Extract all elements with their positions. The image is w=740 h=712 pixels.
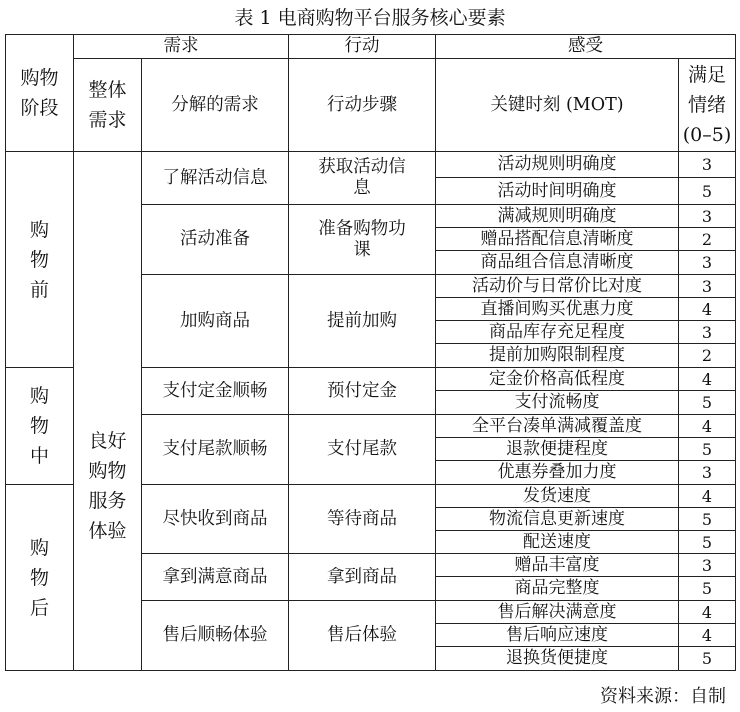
header-emotion: 满足 情绪 (0–5)	[679, 59, 736, 152]
action-cell: 拿到商品	[289, 554, 436, 601]
header-overall-need: 整体 需求	[74, 59, 142, 152]
score-cell: 5	[679, 647, 736, 671]
score-cell: 2	[679, 344, 736, 368]
score-cell: 5	[679, 508, 736, 531]
action-cell: 支付尾款	[289, 415, 436, 485]
header-action-steps: 行动步骤	[289, 59, 436, 152]
source-note: 资料来源：自制	[600, 686, 726, 707]
mot-cell: 活动时间明确度	[436, 178, 679, 205]
need-cell: 支付定金顺畅	[142, 368, 289, 415]
score-cell: 5	[679, 577, 736, 601]
score-cell: 5	[679, 178, 736, 205]
mot-cell: 发货速度	[436, 485, 679, 508]
need-cell: 加购商品	[142, 275, 289, 368]
score-cell: 4	[679, 624, 736, 647]
mot-cell: 优惠券叠加力度	[436, 461, 679, 485]
need-cell: 拿到满意商品	[142, 554, 289, 601]
stage-before: 购 物 前	[6, 152, 74, 368]
stage-after: 购 物 后	[6, 485, 74, 671]
overall-need-cell: 良好 购物 服务 体验	[74, 152, 142, 671]
mot-cell: 赠品搭配信息清晰度	[436, 228, 679, 251]
action-cell: 预付定金	[289, 368, 436, 415]
mot-cell: 支付流畅度	[436, 391, 679, 415]
header-action-group: 行动	[289, 35, 436, 59]
mot-cell: 活动价与日常价比对度	[436, 275, 679, 298]
mot-cell: 定金价格高低程度	[436, 368, 679, 391]
mot-cell: 退款便捷程度	[436, 438, 679, 461]
mot-cell: 退换货便捷度	[436, 647, 679, 671]
score-cell: 3	[679, 461, 736, 485]
header-stage: 购物 阶段	[6, 35, 74, 152]
score-cell: 4	[679, 415, 736, 438]
header-feeling-group: 感受	[436, 35, 736, 59]
header-row-1	[6, 35, 736, 59]
action-cell: 售后体验	[289, 601, 436, 671]
mot-cell: 配送速度	[436, 531, 679, 554]
header-decomposed-need: 分解的需求	[142, 59, 289, 152]
need-cell: 尽快收到商品	[142, 485, 289, 554]
action-cell: 等待商品	[289, 485, 436, 554]
need-cell: 活动准备	[142, 205, 289, 275]
score-cell: 5	[679, 531, 736, 554]
mot-cell: 赠品丰富度	[436, 554, 679, 577]
mot-cell: 全平台凑单满减覆盖度	[436, 415, 679, 438]
mot-cell: 售后解决满意度	[436, 601, 679, 624]
header-row-2	[6, 59, 736, 152]
mot-cell: 直播间购买优惠力度	[436, 298, 679, 321]
mot-cell: 商品库存充足程度	[436, 321, 679, 344]
score-cell: 5	[679, 391, 736, 415]
score-cell: 3	[679, 251, 736, 275]
score-cell: 3	[679, 275, 736, 298]
action-cell: 提前加购	[289, 275, 436, 368]
score-cell: 4	[679, 368, 736, 391]
mot-cell: 商品组合信息清晰度	[436, 251, 679, 275]
score-cell: 4	[679, 298, 736, 321]
mot-cell: 满减规则明确度	[436, 205, 679, 228]
table-row	[6, 152, 736, 178]
service-elements-table	[5, 34, 736, 671]
action-cell: 准备购物功 课	[289, 205, 436, 275]
header-need-group: 需求	[74, 35, 289, 59]
mot-cell: 活动规则明确度	[436, 152, 679, 178]
score-cell: 4	[679, 601, 736, 624]
table-caption: 表 1 电商购物平台服务核心要素	[234, 7, 506, 29]
score-cell: 3	[679, 205, 736, 228]
action-cell: 获取活动信 息	[289, 152, 436, 205]
mot-cell: 提前加购限制程度	[436, 344, 679, 368]
need-cell: 支付尾款顺畅	[142, 415, 289, 485]
score-cell: 3	[679, 321, 736, 344]
mot-cell: 售后响应速度	[436, 624, 679, 647]
score-cell: 3	[679, 152, 736, 178]
score-cell: 4	[679, 485, 736, 508]
mot-cell: 商品完整度	[436, 577, 679, 601]
mot-cell: 物流信息更新速度	[436, 508, 679, 531]
need-cell: 了解活动信息	[142, 152, 289, 205]
score-cell: 3	[679, 554, 736, 577]
need-cell: 售后顺畅体验	[142, 601, 289, 671]
header-mot: 关键时刻 (MOT)	[436, 59, 679, 152]
stage-during: 购 物 中	[6, 368, 74, 485]
score-cell: 2	[679, 228, 736, 251]
score-cell: 5	[679, 438, 736, 461]
